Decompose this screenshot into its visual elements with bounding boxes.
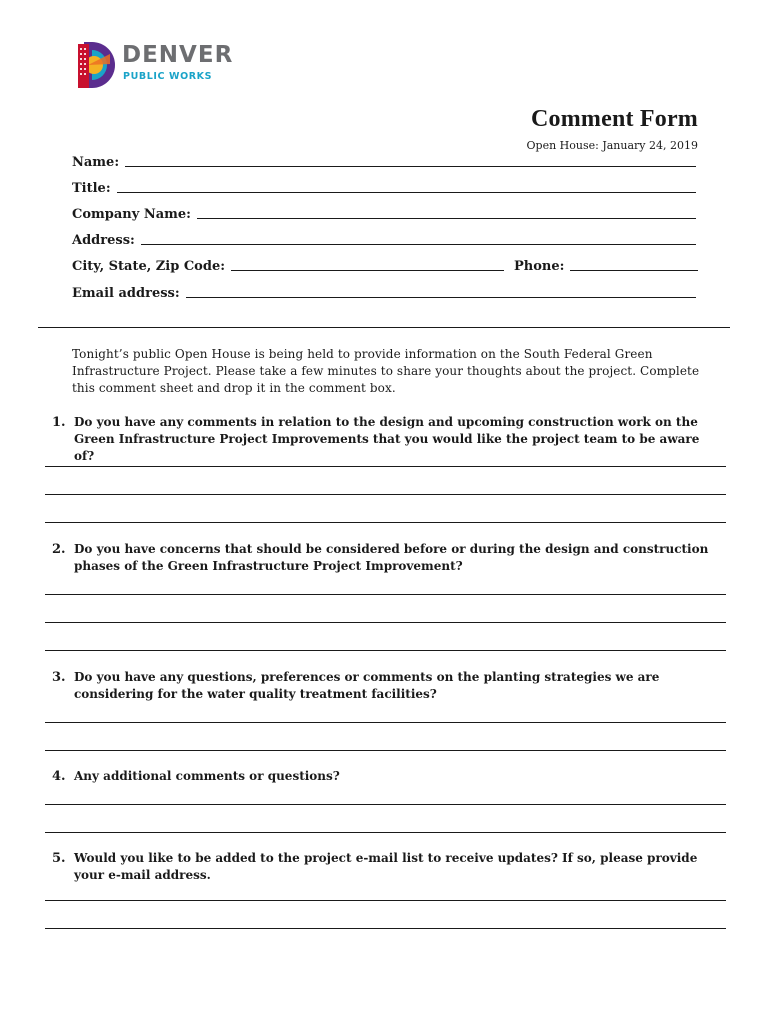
question-number: 2.	[52, 542, 66, 557]
title-input-line[interactable]	[117, 192, 696, 193]
title-field[interactable]	[72, 178, 696, 196]
answer-line[interactable]	[45, 804, 726, 805]
phone-label: Phone:	[514, 259, 565, 274]
address-label: Address:	[72, 233, 135, 248]
answer-line[interactable]	[45, 832, 726, 833]
name-label: Name:	[72, 155, 120, 170]
question-2	[52, 541, 712, 575]
question-3	[52, 669, 712, 703]
email-input-line[interactable]	[186, 297, 696, 298]
email-field[interactable]	[72, 283, 696, 301]
question-text: Any additional comments or questions?	[74, 769, 340, 783]
phone-input-line[interactable]	[570, 270, 698, 271]
answer-line[interactable]	[45, 900, 726, 901]
phone-field[interactable]	[514, 256, 698, 274]
answer-line[interactable]	[45, 928, 726, 929]
email-label: Email address:	[72, 286, 180, 301]
company-label: Company Name:	[72, 207, 191, 222]
question-text: Do you have any questions, preferences or comments on the planting strategies we are considering for the water quality treatment facilities?	[74, 670, 660, 701]
denver-public-works-logo	[76, 40, 246, 90]
logo-name: DENVER	[122, 42, 234, 68]
company-field[interactable]	[72, 204, 696, 222]
question-4	[52, 768, 712, 785]
title-label: Title:	[72, 181, 111, 196]
answer-line[interactable]	[45, 466, 726, 467]
name-field[interactable]	[72, 152, 696, 170]
question-number: 3.	[52, 670, 66, 685]
city-state-zip-label: City, State, Zip Code:	[72, 259, 226, 274]
question-text: Would you like to be added to the project e-mail list to receive updates? If so, please provide your e-mail address.	[74, 851, 698, 882]
answer-line[interactable]	[45, 522, 726, 523]
address-field[interactable]	[72, 230, 696, 248]
answer-line[interactable]	[45, 494, 726, 495]
company-input-line[interactable]	[197, 218, 696, 219]
denver-logo-icon	[76, 40, 116, 90]
question-number: 4.	[52, 769, 66, 784]
form-subtitle: Open House: January 24, 2019	[526, 139, 698, 152]
question-number: 1.	[52, 415, 66, 430]
question-number: 5.	[52, 851, 66, 866]
answer-line[interactable]	[45, 722, 726, 723]
name-input-line[interactable]	[125, 166, 696, 167]
answer-line[interactable]	[45, 622, 726, 623]
intro-text: Tonight’s public Open House is being held to provide information on the South Federal Green Infrastructure Project. Please take a few minutes to share your thoughts about the project. Complete this comment sheet and drop it in the comment box.	[72, 347, 700, 395]
question-text: Do you have any comments in relation to the design and upcoming construction work on the Green Infrastructure Project Improvements that you would like the project team to be aware of?	[74, 415, 700, 463]
answer-line[interactable]	[45, 750, 726, 751]
city-state-zip-field[interactable]	[72, 256, 504, 274]
section-divider	[38, 327, 730, 328]
answer-line[interactable]	[45, 650, 726, 651]
question-1	[52, 414, 712, 465]
question-text: Do you have concerns that should be considered before or during the design and construction phases of the Green Infrastructure Project Improvement?	[74, 542, 709, 573]
answer-line[interactable]	[45, 594, 726, 595]
address-input-line[interactable]	[141, 244, 696, 245]
logo-subtitle: PUBLIC WORKS	[123, 71, 213, 82]
city-state-zip-input-line[interactable]	[231, 270, 504, 271]
question-5	[52, 850, 712, 884]
form-title: Comment Form	[530, 106, 698, 132]
